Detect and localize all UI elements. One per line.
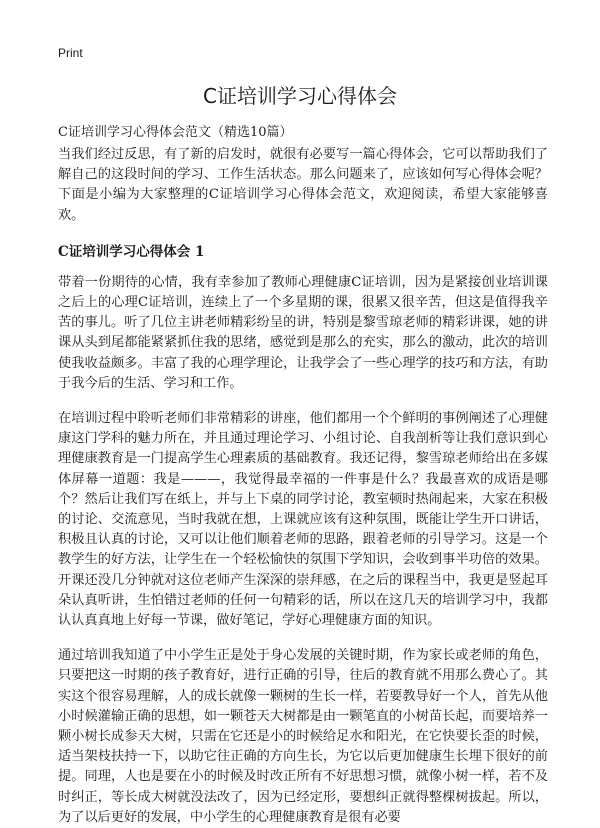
print-link[interactable]: Print <box>58 46 83 60</box>
body-paragraph-2: 在培训过程中聆听老师们非常精彩的讲座，他们都用一个个鲜明的事例阐述了心理健康这门学科的魅力所在，并且通过理论学习、小组讨论、自我剖析等让我们意识到心理健康教育是一门提高学生心理素质的基础教育。我还记得，黎雪琼老师给出在多媒体屏幕一道题：我是———，我觉得最幸福的一件事是什么？我最喜欢的成语是哪个？然后让我们写在纸上，并与上下桌的同学讨论，教室顿时热闹起来，大家在积极的讨论、交流意见，当时我就在想，上课就应该有这种氛围，既能让学生开口讲话，积极且认真的讨论，又可以让他们顺着老师的思路，跟着老师的引导学习。这是一个教学生的好方法，让学生在一个轻松愉快的氛围下学知识，会收到事半功倍的效果。开课还没几分钟就对这位老师产生深深的崇拜感，在之后的课程当中，我更是竖起耳朵认真听讲，生怕错过老师的任何一句精彩的话，所以在这几天的培训学习中，我都认认真真地上好每一节课，做好笔记，学好心理健康方面的知识。 <box>58 411 548 629</box>
body-paragraph-1: 带着一份期待的心情，我有幸参加了教师心理健康C证培训，因为是紧接创业培训课之后上的心理C证培训，连续上了一个多星期的课，很累又很辛苦，但这是值得我辛苦的事儿。听了几位主讲老师精彩纷呈的讲，特别是黎雪琼老师的精彩讲课，她的讲课从头到尾都能紧紧抓住我的思绪，感觉到是那么的充实，那么的激动，此次的培训使我收益颇多。丰富了我的心理学理论，让我学会了一些心理学的技巧和方法，有助于我今后的生活、学习和工作。 <box>58 274 548 391</box>
section-heading: C证培训学习心得体会 1 <box>58 243 205 260</box>
body-paragraph-3: 通过培训我知道了中小学生正是处于身心发展的关键时期，作为家长或老师的角色，只要把这一时期的孩子教育好，进行正确的引导，往后的教育就不用那么费心了。其实这个很容易理解，人的成长就像一颗树的生长一样，若要教导好一个人，首先从他小时候灌输正确的思想，如一颗苍天大树都是由一颗笔直的小树苗长起，而要培养一颗小树长成参天大树，只需在它还是小的时候给足水和阳光，在它快要长歪的时候，适当架枝扶持一下，以助它往正确的方向生长，为它以后更加健康生长埋下很好的前提。同理，人也是要在小的时候及时改正所有不好思想习惯，就像小树一样，若不及时纠正，等长成大树就没法改了，因为已经定形，要想纠正就得整棵树拔起。所以，为了以后更好的发展，中小学生的心理健康教育是很有必要 <box>58 648 548 825</box>
document-body <box>58 145 548 828</box>
intro-paragraph: 当我们经过反思，有了新的启发时，就很有必要写一篇心得体会，它可以帮助我们了解自己的这段时间的学习、工作生活状态。那么问题来了，应该如何写心得体会呢？下面是小编为大家整理的C证培训学习心得体会范文，欢迎阅读，希望大家能够喜欢。 <box>58 147 548 223</box>
page-title: C证培训学习心得体会 <box>203 84 397 108</box>
document-subtitle: C证培训学习心得体会范文（精选10篇） <box>58 125 293 140</box>
